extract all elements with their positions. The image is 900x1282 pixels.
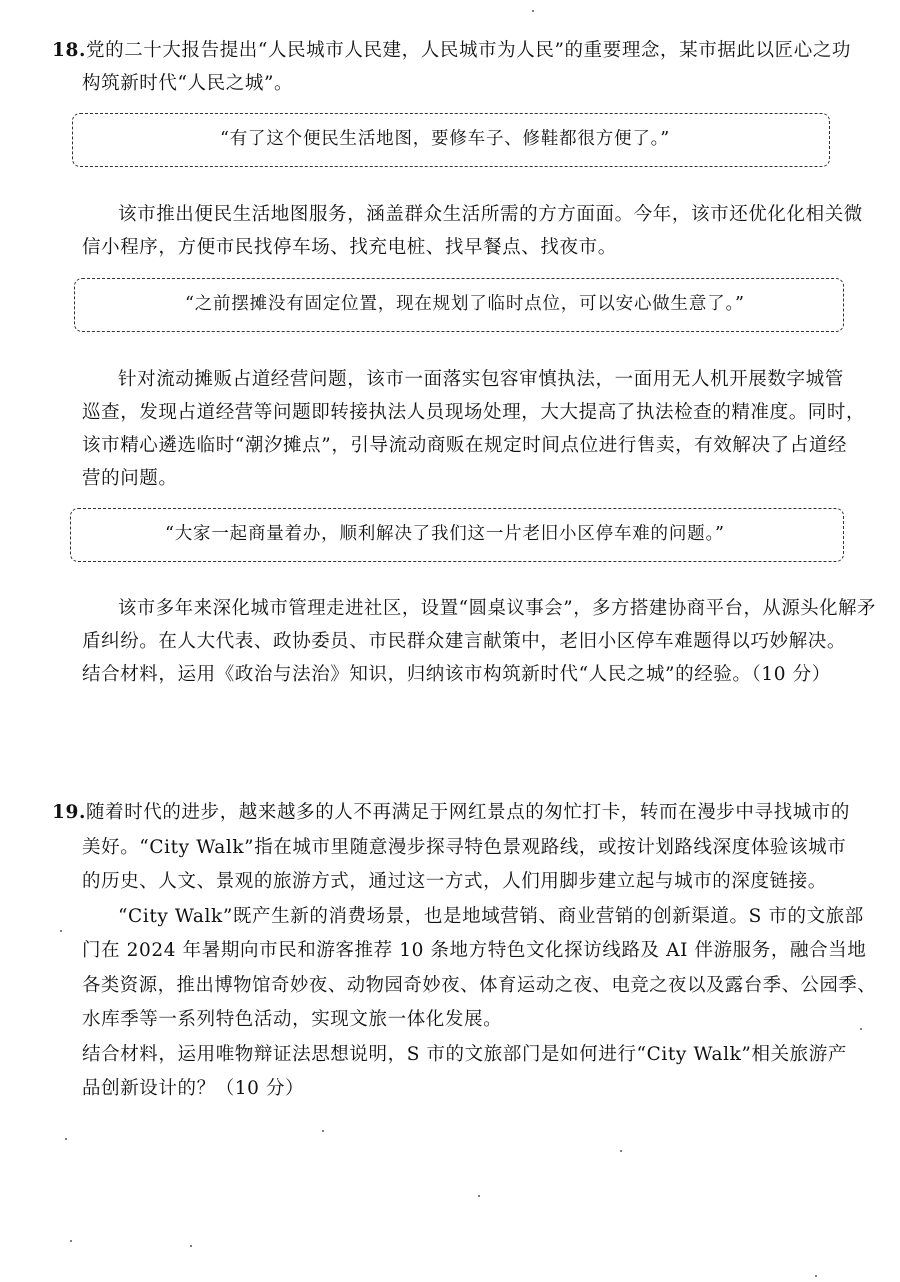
q19-number: 19. <box>52 802 86 823</box>
q18-para3-line1: 该市多年来深化城市管理走进社区，设置“圆桌议事会”，多方搭建协商平台，从源头化解矛 <box>118 598 876 619</box>
quote-2: “之前摆摊没有固定位置，现在规划了临时点位，可以安心做生意了。” <box>185 294 745 314</box>
q18-para2-line4: 营的问题。 <box>82 468 178 489</box>
q19-line5: 门在 2024 年暑期向市民和游客推荐 10 条地方特色文化探访线路及 AI 伴游服务，融合当地 <box>82 940 867 961</box>
scan-speck <box>190 1245 192 1247</box>
scan-speck <box>70 1240 72 1242</box>
scan-speck <box>60 930 62 932</box>
q18-para1-line1: 该市推出便民生活地图服务，涵盖群众生活所需的方方面面。今年，该市还优化化相关微 <box>118 204 863 225</box>
q18-intro-line2: 构筑新时代“人民之城”。 <box>82 73 294 94</box>
q19-task-line2: 品创新设计的？（10 分） <box>82 1078 305 1099</box>
q19-line3: 的历史、人文、景观的旅游方式，通过这一方式，人们用脚步建立起与城市的深度链接。 <box>82 871 827 892</box>
q19-line1: 19.随着时代的进步，越来越多的人不再满足于网红景点的匆忙打卡，转而在漫步中寻找城市的 <box>52 802 851 823</box>
q19-task-line1: 结合材料，运用唯物辩证法思想说明，S 市的文旅部门是如何进行“City Walk”相关旅游产 <box>82 1044 847 1065</box>
q19-line2: 美好。“City Walk”指在城市里随意漫步探寻特色景观路线，或按计划路线深度体验该城市 <box>82 837 847 858</box>
q18-number: 18. <box>52 40 86 61</box>
q18-para2-line2: 巡查，发现占道经营等问题即转接执法人员现场处理，大大提高了执法检查的精准度。同时， <box>82 402 866 423</box>
quote-1: “有了这个便民生活地图，要修车子、修鞋都很方便了。” <box>220 129 670 149</box>
q19-line6: 各类资源，推出博物馆奇妙夜、动物园奇妙夜、体育运动之夜、电竞之夜以及露台季、公园季、 <box>82 975 877 996</box>
q19-line7: 水库季等一系列特色活动，实现文旅一体化发展。 <box>82 1009 503 1030</box>
scan-speck <box>620 1150 622 1152</box>
scan-speck <box>322 1130 324 1132</box>
scan-speck <box>532 10 534 12</box>
quote-3: “大家一起商量着办，顺利解决了我们这一片老旧小区停车难的问题。” <box>165 524 725 544</box>
q18-para1-line2: 信小程序，方便市民找停车场、找充电桩、找早餐点、找夜市。 <box>82 237 617 258</box>
q19-line4: “City Walk”既产生新的消费场景，也是地域营销、商业营销的创新渠道。S 市的文旅部 <box>118 906 864 927</box>
scan-speck <box>478 1195 480 1197</box>
q18-para2-line1: 针对流动摊贩占道经营问题，该市一面落实包容审慎执法，一面用无人机开展数字城管 <box>118 369 844 390</box>
scan-speck <box>65 1138 67 1140</box>
q18-para3-line2: 盾纠纷。在人大代表、政协委员、市民群众建言献策中，老旧小区停车难题得以巧妙解决。 <box>82 631 847 652</box>
scan-speck <box>815 1275 817 1277</box>
q18-para2-line3: 该市精心遴选临时“潮汐摊点”，引导流动商贩在规定时间点位进行售卖，有效解决了占道经 <box>82 435 848 456</box>
scan-speck <box>860 1028 862 1030</box>
q18-task: 结合材料，运用《政治与法治》知识，归纳该市构筑新时代“人民之城”的经验。（10 分） <box>82 664 831 685</box>
q18-intro-line1: 18.党的二十大报告提出“人民城市人民建，人民城市为人民”的重要理念，某市据此以匠心之功 <box>52 40 852 61</box>
